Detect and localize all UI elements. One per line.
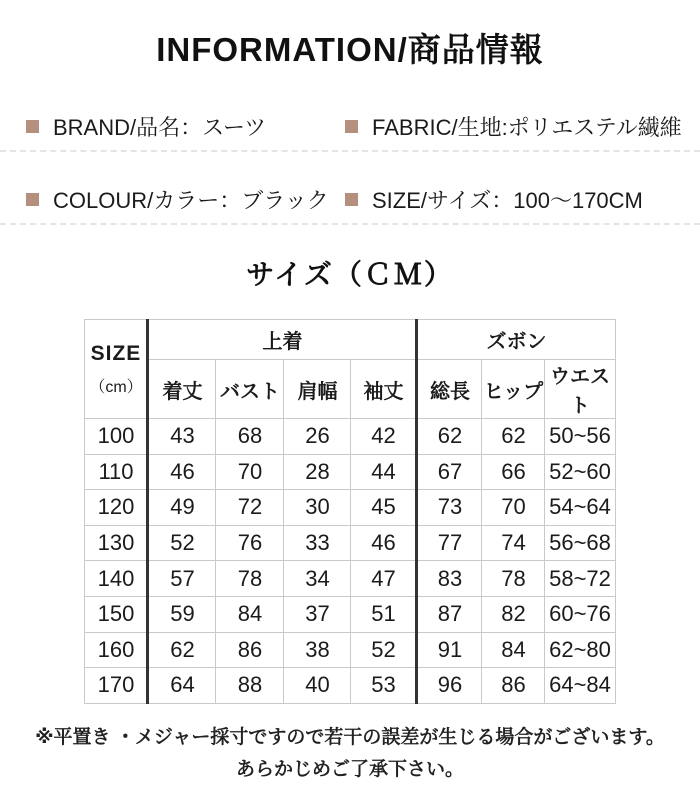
value-cell: 62 — [482, 419, 545, 455]
value-cell: 73 — [417, 490, 482, 526]
size-cell: 130 — [85, 525, 148, 561]
info-item-fabric — [345, 111, 682, 142]
info-row-2 — [0, 184, 700, 215]
table-row — [85, 668, 615, 704]
size-header-label: SIZE — [90, 341, 142, 365]
value-cell: 58~72 — [545, 561, 615, 597]
value-cell: 62~80 — [545, 632, 615, 668]
col-header-bust: バスト — [216, 360, 284, 419]
value-cell: 42 — [351, 419, 417, 455]
info-row-1 — [0, 111, 700, 142]
product-info-page — [0, 24, 700, 780]
value-cell: 38 — [284, 632, 351, 668]
value-cell: 59 — [148, 596, 216, 632]
square-bullet-icon — [26, 120, 39, 133]
disclaimer-line-1: ※平置き ・メジャー採寸ですので若干の誤差が生じる場合がございます。 — [35, 726, 665, 748]
table-row — [85, 454, 615, 490]
dashed-divider — [0, 223, 700, 225]
value-cell: 34 — [284, 561, 351, 597]
size-column-header — [85, 320, 148, 419]
value-cell: 62 — [417, 419, 482, 455]
table-row — [85, 419, 615, 455]
table-row — [85, 596, 615, 632]
col-header-total-length: 総長 — [417, 360, 482, 419]
value-cell: 60~76 — [545, 596, 615, 632]
value-cell: 70 — [216, 454, 284, 490]
fabric-label: FABRIC/生地:ポリエステル繊維 — [372, 115, 682, 140]
jacket-group-header: 上着 — [148, 320, 417, 360]
value-cell: 67 — [417, 454, 482, 490]
value-cell: 44 — [351, 454, 417, 490]
square-bullet-icon — [345, 120, 358, 133]
value-cell: 62 — [148, 632, 216, 668]
size-range-label: SIZE/サイズ：100〜170CM — [372, 188, 643, 213]
dashed-divider — [0, 150, 700, 152]
value-cell: 78 — [482, 561, 545, 597]
subcolumn-header-row — [85, 360, 615, 419]
value-cell: 33 — [284, 525, 351, 561]
size-cell: 120 — [85, 490, 148, 526]
value-cell: 88 — [216, 668, 284, 704]
col-header-hip: ヒップ — [482, 360, 545, 419]
size-cell: 150 — [85, 596, 148, 632]
col-header-waist: ウエスト — [545, 360, 615, 419]
value-cell: 52 — [351, 632, 417, 668]
info-item-size — [345, 184, 643, 215]
col-header-sleeve: 袖丈 — [351, 360, 417, 419]
value-cell: 56~68 — [545, 525, 615, 561]
value-cell: 57 — [148, 561, 216, 597]
value-cell: 26 — [284, 419, 351, 455]
value-cell: 43 — [148, 419, 216, 455]
value-cell: 68 — [216, 419, 284, 455]
value-cell: 52 — [148, 525, 216, 561]
value-cell: 64 — [148, 668, 216, 704]
disclaimer — [0, 722, 700, 786]
info-item-colour — [26, 184, 345, 215]
value-cell: 54~64 — [545, 490, 615, 526]
value-cell: 50~56 — [545, 419, 615, 455]
col-header-jacket-length: 着丈 — [148, 360, 216, 419]
value-cell: 30 — [284, 490, 351, 526]
value-cell: 78 — [216, 561, 284, 597]
size-table — [84, 319, 615, 704]
value-cell: 77 — [417, 525, 482, 561]
value-cell: 47 — [351, 561, 417, 597]
size-cell: 170 — [85, 668, 148, 704]
disclaimer-line-2: あらかじめご了承下さい。 — [235, 758, 464, 780]
value-cell: 66 — [482, 454, 545, 490]
value-cell: 74 — [482, 525, 545, 561]
size-cell: 100 — [85, 419, 148, 455]
value-cell: 82 — [482, 596, 545, 632]
value-cell: 84 — [216, 596, 284, 632]
value-cell: 72 — [216, 490, 284, 526]
value-cell: 45 — [351, 490, 417, 526]
table-row — [85, 632, 615, 668]
value-cell: 70 — [482, 490, 545, 526]
square-bullet-icon — [26, 193, 39, 206]
size-cell: 160 — [85, 632, 148, 668]
value-cell: 86 — [482, 668, 545, 704]
value-cell: 40 — [284, 668, 351, 704]
group-header-row — [85, 320, 615, 360]
size-header-unit: （cm） — [89, 378, 143, 396]
value-cell: 96 — [417, 668, 482, 704]
size-section-title: サイズ（ＣＭ） — [246, 259, 454, 290]
value-cell: 49 — [148, 490, 216, 526]
value-cell: 46 — [148, 454, 216, 490]
size-cell: 110 — [85, 454, 148, 490]
value-cell: 84 — [482, 632, 545, 668]
colour-label: COLOUR/カラー：ブラック — [53, 188, 329, 213]
value-cell: 76 — [216, 525, 284, 561]
page-title: INFORMATION/商品情報 — [156, 31, 544, 68]
table-row — [85, 490, 615, 526]
value-cell: 46 — [351, 525, 417, 561]
value-cell: 64~84 — [545, 668, 615, 704]
value-cell: 37 — [284, 596, 351, 632]
size-table-body — [85, 419, 615, 704]
col-header-shoulder: 肩幅 — [284, 360, 351, 419]
value-cell: 87 — [417, 596, 482, 632]
brand-label: BRAND/品名：スーツ — [53, 115, 267, 140]
value-cell: 86 — [216, 632, 284, 668]
value-cell: 52~60 — [545, 454, 615, 490]
value-cell: 51 — [351, 596, 417, 632]
value-cell: 91 — [417, 632, 482, 668]
table-row — [85, 561, 615, 597]
pants-group-header: ズボン — [417, 320, 615, 360]
size-cell: 140 — [85, 561, 148, 597]
value-cell: 28 — [284, 454, 351, 490]
info-item-brand — [26, 111, 345, 142]
value-cell: 83 — [417, 561, 482, 597]
value-cell: 53 — [351, 668, 417, 704]
table-row — [85, 525, 615, 561]
square-bullet-icon — [345, 193, 358, 206]
